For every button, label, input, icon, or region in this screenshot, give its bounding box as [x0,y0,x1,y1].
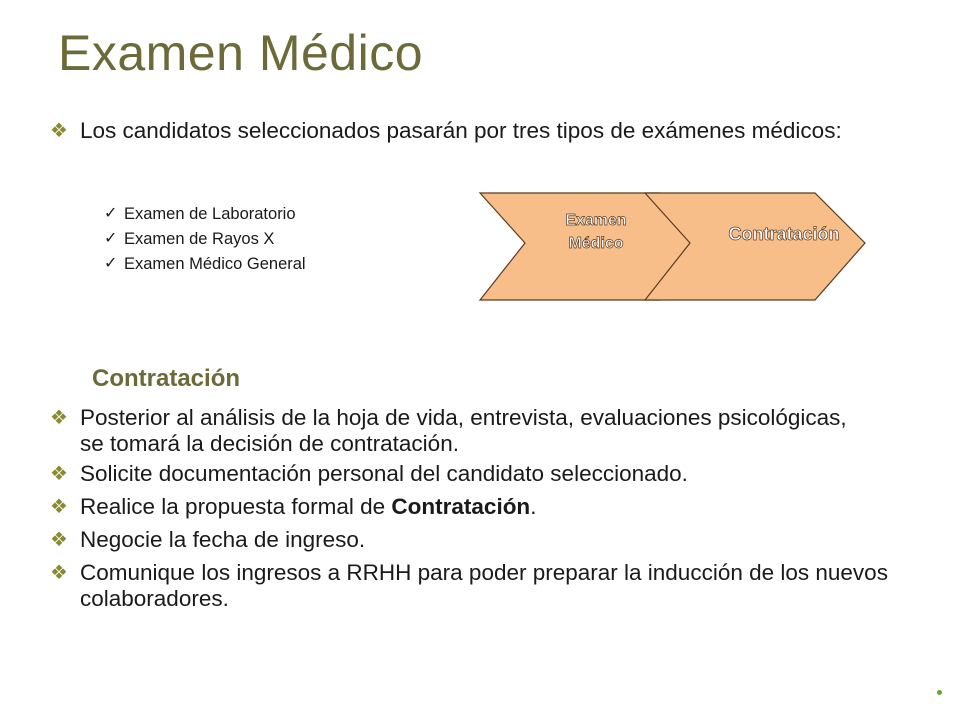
section-bullet-text: Posterior al análisis de la hoja de vida, entrevista, evaluaciones psicológicas, se tomará la decisión de contratación. [80,405,847,456]
check-icon: ✓ [104,230,118,247]
step1-label-line1: Examen [565,212,627,229]
exam-type-label: Examen de Laboratorio [124,205,296,223]
section-bullet [50,494,870,520]
decorative-dot [937,690,942,695]
exam-type-label: Examen de Rayos X [124,230,275,248]
intro-bullet [50,118,850,144]
exam-type-item [104,204,296,224]
section-bullet [50,560,910,612]
section-bullet-text: Negocie la fecha de ingreso. [80,527,366,552]
page-title: Examen Médico [58,25,423,81]
section-bullet [50,461,870,487]
step2-label: Contratación [728,224,840,244]
diamond-bullet-icon: ❖ [50,407,68,429]
diamond-bullet-icon: ❖ [50,562,68,584]
diamond-bullet-icon: ❖ [50,496,68,518]
check-icon: ✓ [104,255,118,272]
check-icon: ✓ [104,205,118,222]
process-diagram [470,185,870,305]
exam-type-item [104,229,274,249]
section-bullet [50,527,870,553]
section-bullet-text: Comunique los ingresos a RRHH para poder preparar la inducción de los nuevos colaboradores. [80,560,888,611]
intro-bullet-text: Los candidatos seleccionados pasarán por tres tipos de exámenes médicos: [80,118,842,143]
diamond-bullet-icon: ❖ [50,463,68,485]
step1-label-line2: Médico [568,235,624,252]
section-bullet [50,405,870,457]
bullet-text-part: Realice la propuesta formal de [80,494,392,519]
exam-type-label: Examen Médico General [124,255,306,273]
bullet-text-part: . [530,494,537,519]
diamond-bullet-icon: ❖ [50,529,68,551]
exam-type-item [104,254,306,274]
bullet-text-bold: Contratación [391,494,531,519]
section-title: Contratación [92,365,241,392]
diamond-bullet-icon: ❖ [50,120,68,142]
section-bullet-text: Solicite documentación personal del candidato seleccionado. [80,461,688,486]
section-bullet-text [80,494,536,520]
